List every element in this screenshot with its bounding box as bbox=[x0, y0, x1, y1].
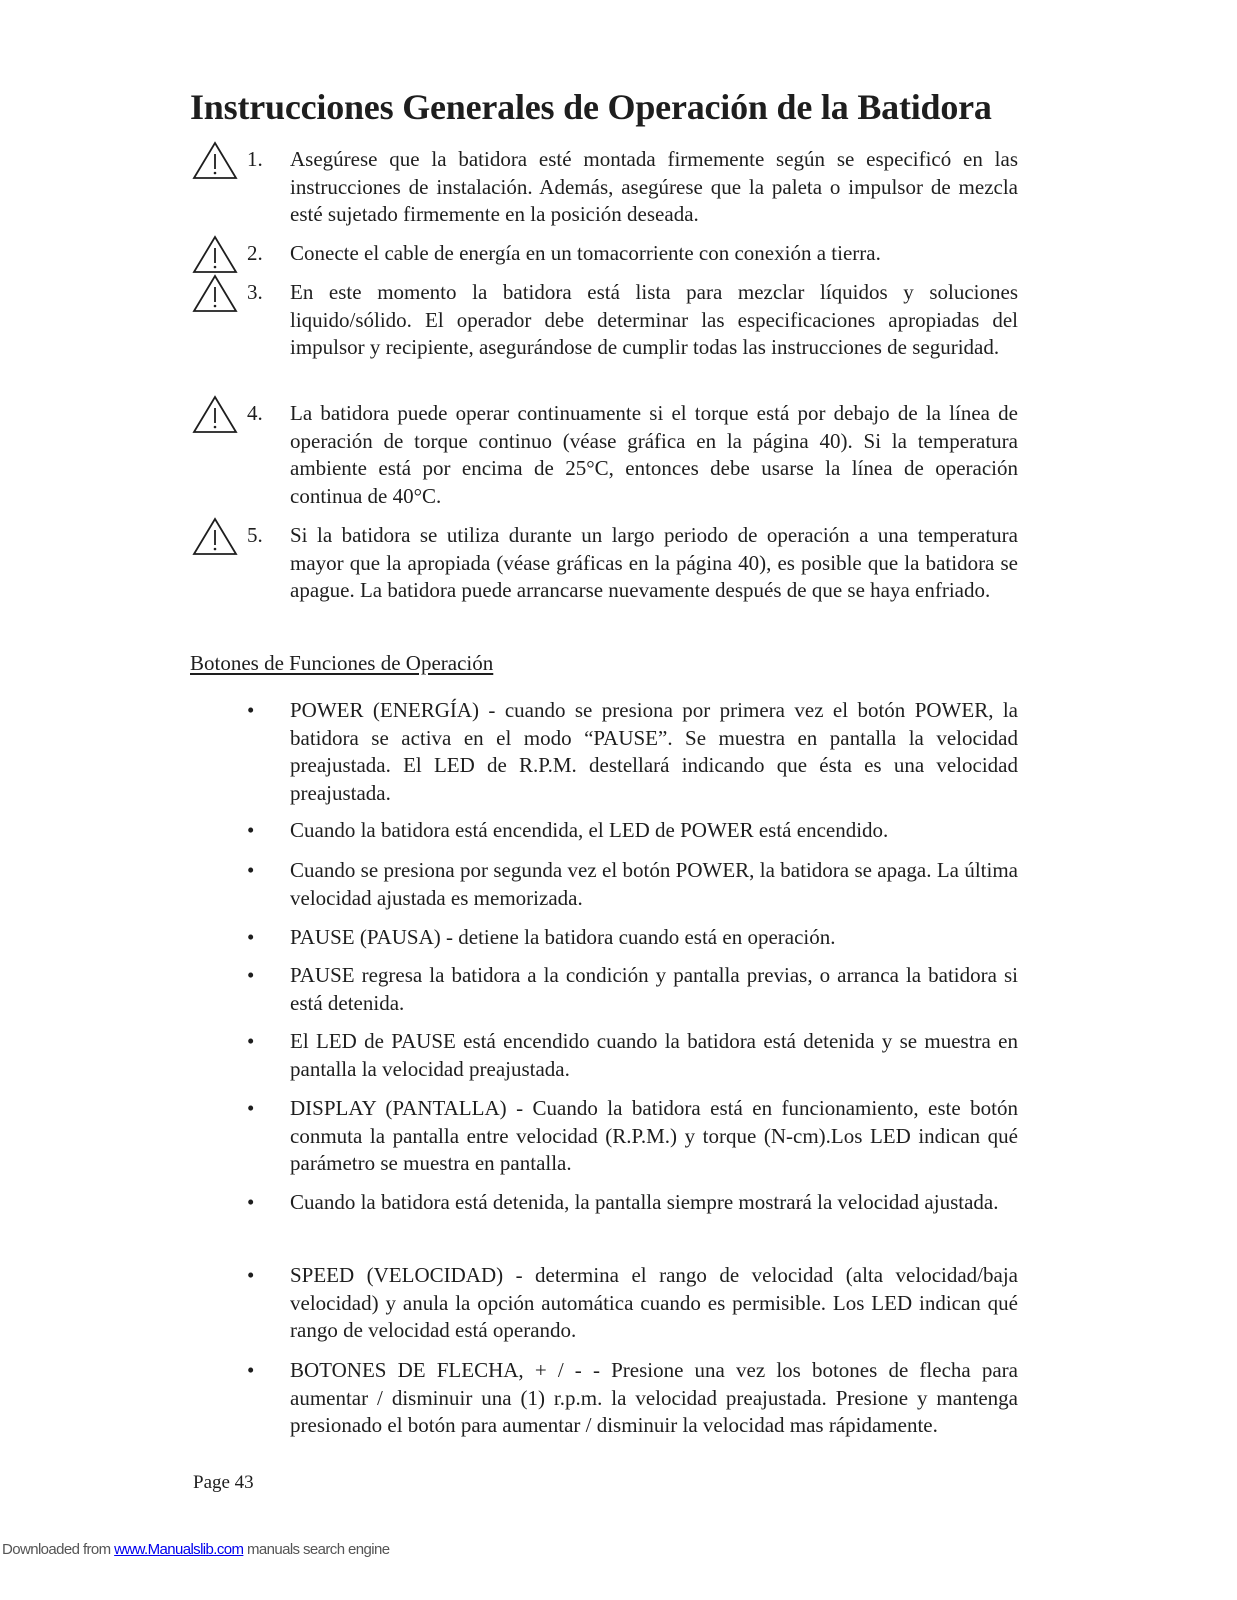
bullet-icon: • bbox=[247, 1096, 255, 1120]
item-number: 5. bbox=[247, 523, 263, 547]
section-heading: Botones de Funciones de Operación bbox=[190, 651, 494, 675]
warning-triangle-icon bbox=[192, 273, 238, 313]
bullet-icon: • bbox=[247, 925, 255, 949]
bullet-icon: • bbox=[247, 1358, 255, 1382]
bullet-text: El LED de PAUSE está encendido cuando la batidora está detenida y se muestra en pantalla la velocidad preajustada. bbox=[290, 1029, 1018, 1081]
bullet-text: DISPLAY (PANTALLA) - Cuando la batidora está en funcionamiento, este botón conmuta la pantalla entre velocidad (R.P.M.) y torque (N-cm).Los LED indican qué parámetro se muestra en pantalla. bbox=[290, 1096, 1018, 1176]
bullet-icon: • bbox=[247, 858, 255, 882]
bullet-text: PAUSE regresa la batidora a la condición y pantalla previas, o arranca la batidora si está detenida. bbox=[290, 963, 1018, 1015]
warning-triangle-icon bbox=[192, 140, 238, 180]
bullet-text: Cuando se presiona por segunda vez el botón POWER, la batidora se apaga. La última velocidad ajustada es memorizada. bbox=[290, 858, 1018, 910]
item-text: Asegúrese que la batidora esté montada firmemente según se especificó en las instrucciones de instalación. Además, asegúrese que la paleta o impulsor de mezcla esté sujetado firmemente en la posición deseada. bbox=[290, 147, 1018, 227]
item-text: Conecte el cable de energía en un tomacorriente con conexión a tierra. bbox=[290, 241, 881, 265]
warning-triangle-icon bbox=[192, 516, 238, 556]
item-number: 1. bbox=[247, 147, 263, 171]
item-text: La batidora puede operar continuamente si el torque está por debajo de la línea de operación de torque continuo (véase gráfica en la página 40). Si la temperatura ambiente está por encima de 25°C, entonces debe usarse la línea de operación continua de 40°C. bbox=[290, 401, 1018, 508]
bullet-icon: • bbox=[247, 1263, 255, 1287]
bullet-text: POWER (ENERGÍA) - cuando se presiona por primera vez el botón POWER, la batidora se activa en el modo “PAUSE”. Se muestra en pantalla la velocidad preajustada. El LED de R.P.M. destellará indicando que ésta es una velocidad preajustada. bbox=[290, 698, 1018, 805]
bullet-icon: • bbox=[247, 818, 255, 842]
warning-triangle-icon bbox=[192, 394, 238, 434]
footer-suffix: manuals search engine bbox=[243, 1541, 390, 1558]
download-footer bbox=[2, 1541, 389, 1558]
item-number: 4. bbox=[247, 401, 263, 425]
footer-prefix: Downloaded from bbox=[2, 1541, 115, 1558]
item-text: En este momento la batidora está lista para mezclar líquidos y soluciones liquido/sólido. El operador debe determinar las especificaciones apropiadas del impulsor y recipiente, asegurándose de cumplir todas las instrucciones de seguridad. bbox=[290, 280, 1018, 360]
bullet-text: Cuando la batidora está detenida, la pantalla siempre mostrará la velocidad ajustada. bbox=[290, 1190, 999, 1214]
bullet-icon: • bbox=[247, 1029, 255, 1053]
bullet-text: BOTONES DE FLECHA, + / - - Presione una vez los botones de flecha para aumentar / disminuir una (1) r.p.m. la velocidad preajustada. Presione y mantenga presionado el botón para aumentar / disminuir la velocidad mas rápidamente. bbox=[290, 1358, 1018, 1438]
bullet-text: PAUSE (PAUSA) - detiene la batidora cuando está en operación. bbox=[290, 925, 836, 949]
page-title: Instrucciones Generales de Operación de la Batidora bbox=[190, 87, 992, 127]
page-number: Page 43 bbox=[193, 1472, 254, 1493]
bullet-text: SPEED (VELOCIDAD) - determina el rango de velocidad (alta velocidad/baja velocidad) y anula la opción automática cuando es permisible. Los LED indican qué rango de velocidad está operando. bbox=[290, 1263, 1018, 1343]
bullet-icon: • bbox=[247, 1190, 255, 1214]
bullet-icon: • bbox=[247, 698, 255, 722]
item-number: 3. bbox=[247, 280, 263, 304]
item-number: 2. bbox=[247, 241, 263, 265]
item-text: Si la batidora se utiliza durante un largo periodo de operación a una temperatura mayor que la apropiada (véase gráficas en la página 40), es posible que la batidora se apague. La batidora puede arrancarse nuevamente después de que se haya enfriado. bbox=[290, 523, 1018, 603]
warning-triangle-icon bbox=[192, 234, 238, 274]
bullet-text: Cuando la batidora está encendida, el LED de POWER está encendido. bbox=[290, 818, 889, 842]
manualslib-link[interactable]: www.Manualslib.com bbox=[114, 1541, 244, 1558]
bullet-icon: • bbox=[247, 963, 255, 987]
